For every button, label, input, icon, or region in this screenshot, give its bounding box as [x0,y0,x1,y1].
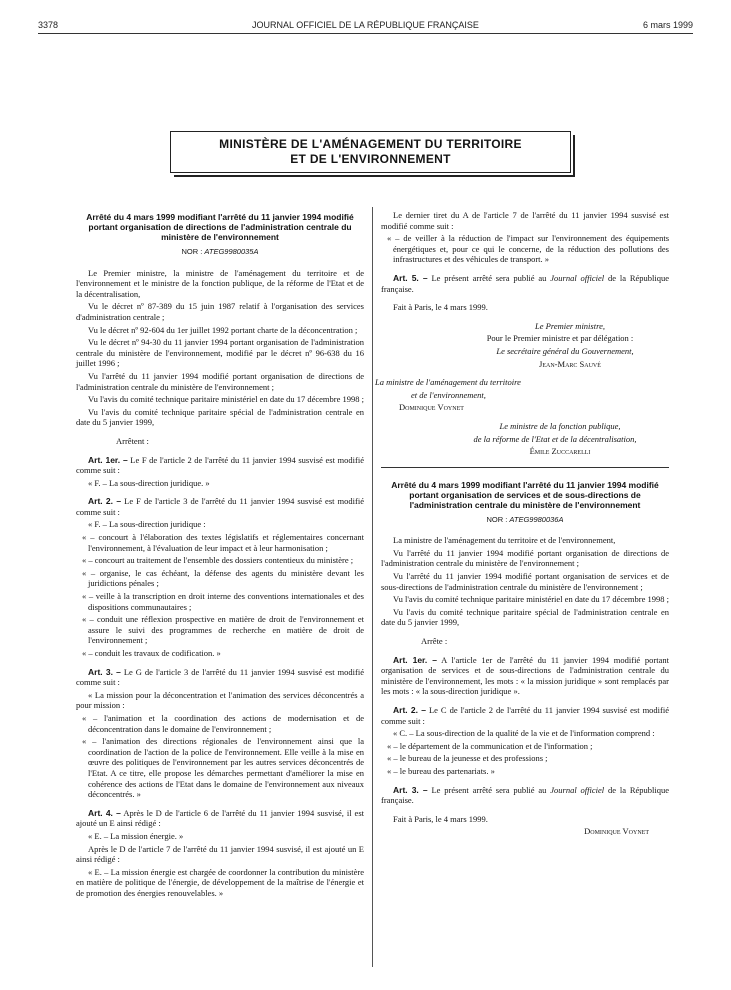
page-number: 3378 [38,20,59,30]
arrete2-article-2-item: « – le bureau de la jeunesse et des professions ; [387,753,548,764]
arrete2-title: Arrêté du 4 mars 1999 modifiant l'arrêté du 11 janvier 1994 modifié portant organisation de services et de sous-directions de l'administration centrale du ministère de l'environnement [391,479,659,510]
arrete2-article-1: Art. 1er. – A l'article 1er de l'arrêté du 11 janvier 1994 modifié portant organisation de services et de sous-directions de l'administration centrale du ministère de l'environnement, les mots : « la mission juridique » sont remplacés par les mots : « la sous-direction juridique ». [381,654,669,697]
arrete2-article-2-item: « – le bureau des partenariats. » [387,765,495,776]
arrete1-article-2-item: « – organise, le cas échéant, la défense des agents du ministère devant les juridictions pénales ; [82,567,364,589]
arrete1-article-4-quote3: « – de veiller à la réduction de l'impact sur l'environnement des équipements énergétiques et, pour ce qui le concerne, de la réduction des pollutions des infrastructures et des véhicules de transport. » [387,233,669,265]
arrete1-article-4-quote: « E. – La mission énergie. » [88,830,184,841]
arrete2-preamble-2: Vu l'arrêté du 11 janvier 1994 modifié portant organisation de services et de sous-directions de l'administration centrale du ministère de l'environnement ; [381,571,669,592]
sig-minister-public-service: Le ministre de la fonction publique, [499,420,621,431]
sig-minister-public-service-name: Émile Zuccarelli [529,446,591,457]
sig-minister-public-service-2: de la réforme de l'Etat et de la décentralisation, [473,433,637,444]
arrete1-article-2-item: « – conduit les travaux de codification. » [82,648,221,658]
arrete1-nor-code: ATEG9980035A [204,247,259,256]
arrete2-article-3: Art. 3. – Le présent arrêté sera publié au Journal officiel de la République française. [381,784,670,806]
ministry-title-line1: MINISTÈRE DE L'AMÉNAGEMENT DU TERRITOIRE [219,137,522,151]
arrete1-preamble-1: Vu le décret nº 87-389 du 15 juin 1987 relatif à l'organisation des services d'administration centrale ; [76,301,364,322]
sig-minister-environment: La ministre de l'aménagement du territoire [375,377,521,388]
arrete2-preamble-4: Vu l'avis du comité technique paritaire spécial de l'administration centrale en date du 5 janvier 1999, [381,606,669,628]
arrete1-article-2-item: « – concourt à l'élaboration des textes législatifs et réglementaires concernant l'environnement, à l'évaluation de leur impact et à leur harmonisation ; [82,532,364,553]
arrete1-article-4-text3: Le dernier tiret du A de l'article 7 de l'arrêté du 11 janvier 1994 susvisé est modifié comme suit : [381,210,669,231]
arrete1-article-4-text2: Après le D de l'article 7 de l'arrêté du 11 janvier 1994 susvisé, il est ajouté un E ainsi rédigé : [76,843,364,865]
arrete2-preamble-1: Vu l'arrêté du 11 janvier 1994 modifié portant organisation de directions de l'administration centrale du ministère de l'environnement ; [381,547,669,569]
ministry-title-line2: ET DE L'ENVIRONNEMENT [290,152,451,166]
sig-minister-environment-2: et de l'environnement, [411,389,486,400]
arrete1-nor: NOR : ATEG9980035A [181,247,259,256]
sig-secretary-general: Le secrétaire général du Gouvernement, [496,345,634,356]
ministry-title [171,132,570,167]
ministry-heading-box [170,131,571,173]
arrete1-title: Arrêté du 4 mars 1999 modifiant l'arrêté du 11 janvier 1994 modifié portant organisation de directions de l'administration centrale du ministère de l'environnement [86,212,354,242]
arrete2-preamble-0: La ministre de l'aménagement du territoire et de l'environnement, [393,535,616,546]
arrete1-article-3-item: « – l'animation et la coordination des actions de modernisation et de déconcentration dans le domaine de l'environnement ; [82,712,364,734]
arrete1-article-4-quote2: « E. – La mission énergie est chargée de coordonner la contribution du ministère en matière de politique de l'énergie, de développement de la maîtrise de l'énergie et de promotion des énergies renouvelables. » [76,866,364,898]
arrete2-nor-code: ATEG9980036A [509,514,564,524]
arrete2-nor: NOR : ATEG9980036A [486,514,564,524]
arrete2-arrete: Arrête : [421,636,448,647]
issue-date: 6 mars 1999 [642,20,693,30]
arrete1-article-2: Art. 2. – Le F de l'article 3 de l'arrêté du 11 janvier 1994 susvisé est modifié comme suit : [76,496,364,517]
journal-title: JOURNAL OFFICIEL DE LA RÉPUBLIQUE FRANÇAISE [252,20,479,30]
arrete1-article-4: Art. 4. – Après le D de l'article 6 de l'arrêté du 11 janvier 1994 susvisé, il est ajouté un E ainsi rédigé : [76,807,364,829]
arrete1-preamble-5: Vu l'avis du comité technique paritaire ministériel en date du 17 décembre 1998 ; [88,394,365,405]
arrete1-preamble-0: Le Premier ministre, la ministre de l'aménagement du territoire et de l'environnement et le ministre de la fonction publique, de la réforme de l'Etat et de la décentralisation, [76,267,364,299]
arrete2-done-at: Fait à Paris, le 4 mars 1999. [393,813,488,824]
arrete1-article-5: Art. 5. – Le présent arrêté sera publié au Journal officiel de la République française. [381,272,670,294]
arrete1-arretent: Arrêtent : [116,435,149,446]
column-divider [372,207,373,967]
arrete1-article-2-item: « – conduit une réflexion prospective en matière de droit de l'environnement et assure le suivi des programmes de recherche en matière de droit de l'environnement ; [82,614,364,646]
sig-prime-minister: Le Premier ministre, [535,320,605,331]
right-column [375,210,670,839]
section-divider [381,467,669,468]
arrete1-preamble-6: Vu l'avis du comité technique paritaire spécial de l'administration centrale en date du 5 janvier 1999, [76,406,364,428]
arrete1-article-3-item: « – l'animation des directions régionales de l'environnement ainsi que la coordination de l'action de la police de l'environnement. Elle veille à la mise en œuvre des politiques de l'environnement par les autres services déconcentrés de l'Etat. A ce titre, elle propose les démarches permettant d'améliorer la mise en cohérence des actions de l'Etat dans le domaine de l'environnement aux niveaux déconcentrés. » [82,736,364,800]
arrete1-article-1: Art. 1er. – Le F de l'article 2 de l'arrêté du 11 janvier 1994 susvisé est modifié comme suit : [76,454,364,476]
arrete2-article-2: Art. 2. – Le C de l'article 2 de l'arrêté du 11 janvier 1994 susvisé est modifié comme suit : [381,705,670,726]
sig-secretary-general-name: Jean-Marc Sauvé [539,358,601,369]
arrete2-preamble-3: Vu l'avis du comité technique paritaire ministériel en date du 17 décembre 1998 ; [393,594,670,605]
arrete1-article-2-quote: « F. – La sous-direction juridique : [88,519,206,530]
arrete1-signatures [375,320,669,457]
arrete1-preamble-3: Vu le décret nº 94-30 du 11 janvier 1994 portant organisation de l'administration centrale du ministère de l'environnement, modifié par le décret nº 96-638 du 16 juillet 1996 ; [76,337,364,369]
arrete2-signature-name: Dominique Voynet [584,826,649,837]
left-column [76,210,364,900]
arrete1-article-3: Art. 3. – Le G de l'article 3 de l'arrêté du 11 janvier 1994 susvisé est modifié comme suit : [76,666,364,688]
arrete1-article-2-item: « – veille à la transcription en droit interne des conventions internationales et des dispositions communautaires ; [82,591,364,612]
arrete1-preamble-2: Vu le décret nº 92-604 du 1er juillet 1992 portant charte de la déconcentration ; [88,324,358,335]
arrete2-article-2-quote: « C. – La sous-direction de la qualité de la vie et de l'information comprend : [393,728,655,739]
sig-delegation: Pour le Premier ministre et par délégation : [486,333,634,344]
arrete1-done-at: Fait à Paris, le 4 mars 1999. [393,302,488,313]
arrete1-preamble-4: Vu l'arrêté du 11 janvier 1994 modifié portant organisation de directions de l'administration centrale du ministère de l'environnement ; [76,370,364,392]
arrete1-article-3-quote: « La mission pour la déconcentration et l'animation des services déconcentrés a pour mission : [76,689,364,711]
header-rule [38,33,693,34]
sig-minister-environment-name: Dominique Voynet [399,402,464,413]
running-header [38,20,693,34]
arrete1-article-1-quote: « F. – La sous-direction juridique. » [88,477,210,488]
arrete2-article-2-item: « – le département de la communication et de l'information ; [387,740,593,751]
arrete1-article-2-item: « – concourt au traitement de l'ensemble des dossiers contentieux du ministère ; [82,555,354,566]
